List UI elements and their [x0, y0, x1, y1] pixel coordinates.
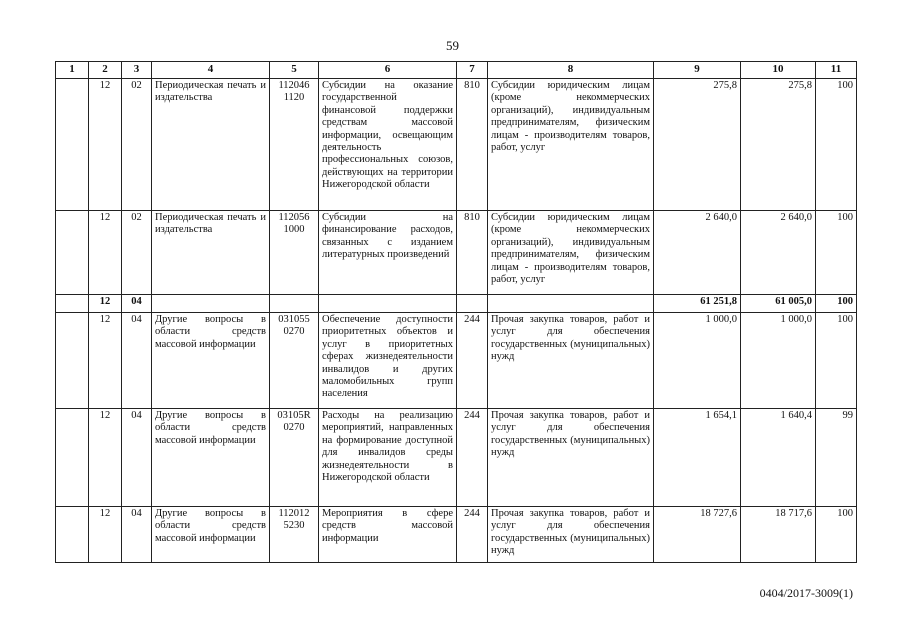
table-row — [56, 313, 857, 409]
cell-percent: 100 — [816, 507, 857, 563]
cell-executed: 1 640,4 — [741, 409, 816, 507]
cell-subsection: 04 — [122, 313, 152, 409]
header-col-1: 1 — [56, 62, 89, 79]
cell-section: 12 — [89, 79, 122, 211]
cell-target-name: Мероприятия в сфере средств массовой информации — [319, 507, 457, 563]
page-number: 59 — [446, 38, 459, 53]
cell-expense-type-code: 244 — [457, 313, 488, 409]
cell-target-name: Субсидии на финансирование расходов, связанных с изданием литературных произведений — [319, 211, 457, 295]
cell-target-name: Обеспечение доступности приоритетных объектов и услуг в приоритетных сферах жизнедеятельности инвалидов и других маломобильных групп населения — [319, 313, 457, 409]
cell-expense-type-name: Прочая закупка товаров, работ и услуг для обеспечения государственных (муниципальных) нужд — [488, 507, 654, 563]
cell-subsection-name: Другие вопросы в области средств массовой информации — [152, 313, 270, 409]
header-col-5: 5 — [270, 62, 319, 79]
table-row — [56, 409, 857, 507]
header-col-11: 11 — [816, 62, 857, 79]
budget-table — [55, 61, 857, 563]
cell-expense-type-name: Субсидии юридическим лицам (кроме некоммерческих организаций), индивидуальным предпринимателям, физическим лицам - производителям товаров, работ, услуг — [488, 79, 654, 211]
cell-target-code: 112012 5230 — [270, 507, 319, 563]
cell-target-code: 031055 0270 — [270, 313, 319, 409]
table-row — [56, 211, 857, 295]
cell-planned: 2 640,0 — [654, 211, 741, 295]
subtotal-row — [56, 295, 857, 313]
header-col-8: 8 — [488, 62, 654, 79]
cell-col1 — [56, 409, 89, 507]
cell-section: 12 — [89, 211, 122, 295]
cell-percent: 100 — [816, 295, 857, 313]
cell-subsection: 02 — [122, 79, 152, 211]
cell-planned: 18 727,6 — [654, 507, 741, 563]
table-row — [56, 507, 857, 563]
cell-section: 12 — [89, 507, 122, 563]
cell-planned: 275,8 — [654, 79, 741, 211]
cell-expense-type-name: Субсидии юридическим лицам (кроме некоммерческих организаций), индивидуальным предпринимателям, физическим лицам - производителям товаров, работ, услуг — [488, 211, 654, 295]
cell-target-name — [319, 295, 457, 313]
cell-percent: 100 — [816, 211, 857, 295]
document-code: 0404/2017-3009(1) — [759, 586, 853, 600]
cell-expense-type-name: Прочая закупка товаров, работ и услуг для обеспечения государственных (муниципальных) нужд — [488, 409, 654, 507]
header-col-4: 4 — [152, 62, 270, 79]
cell-target-code: 112056 1000 — [270, 211, 319, 295]
header-row — [56, 62, 857, 79]
header-col-2: 2 — [89, 62, 122, 79]
cell-planned: 61 251,8 — [654, 295, 741, 313]
header-col-10: 10 — [741, 62, 816, 79]
cell-planned: 1 000,0 — [654, 313, 741, 409]
cell-col1 — [56, 79, 89, 211]
cell-section: 12 — [89, 409, 122, 507]
cell-subsection: 04 — [122, 409, 152, 507]
cell-expense-type-name — [488, 295, 654, 313]
cell-col1 — [56, 313, 89, 409]
cell-col1 — [56, 295, 89, 313]
header-col-7: 7 — [457, 62, 488, 79]
cell-col1 — [56, 507, 89, 563]
cell-percent: 99 — [816, 409, 857, 507]
header-col-3: 3 — [122, 62, 152, 79]
cell-target-name: Субсидии на оказание государственной финансовой поддержки средствам массовой информации, освещающим деятельность профессиональных союзов, действующих на территории Нижегородской области — [319, 79, 457, 211]
cell-section: 12 — [89, 295, 122, 313]
cell-subsection: 04 — [122, 507, 152, 563]
cell-target-code: 112046 1120 — [270, 79, 319, 211]
cell-col1 — [56, 211, 89, 295]
cell-subsection: 02 — [122, 211, 152, 295]
cell-executed: 2 640,0 — [741, 211, 816, 295]
cell-executed: 1 000,0 — [741, 313, 816, 409]
cell-percent: 100 — [816, 79, 857, 211]
cell-subsection-name — [152, 295, 270, 313]
cell-percent: 100 — [816, 313, 857, 409]
cell-target-name: Расходы на реализацию мероприятий, направленных на формирование доступной для инвалидов среды жизнедеятельности в Нижегородской области — [319, 409, 457, 507]
cell-expense-type-code: 810 — [457, 211, 488, 295]
cell-expense-type-code: 810 — [457, 79, 488, 211]
cell-planned: 1 654,1 — [654, 409, 741, 507]
cell-subsection-name: Периодическая печать и издательства — [152, 79, 270, 211]
header-col-6: 6 — [319, 62, 457, 79]
cell-target-code: 03105R 0270 — [270, 409, 319, 507]
cell-expense-type-name: Прочая закупка товаров, работ и услуг для обеспечения государственных (муниципальных) нужд — [488, 313, 654, 409]
cell-subsection-name: Другие вопросы в области средств массовой информации — [152, 409, 270, 507]
cell-section: 12 — [89, 313, 122, 409]
cell-subsection-name: Другие вопросы в области средств массовой информации — [152, 507, 270, 563]
cell-target-code — [270, 295, 319, 313]
cell-subsection-name: Периодическая печать и издательства — [152, 211, 270, 295]
cell-expense-type-code: 244 — [457, 507, 488, 563]
header-col-9: 9 — [654, 62, 741, 79]
cell-executed: 61 005,0 — [741, 295, 816, 313]
cell-expense-type-code — [457, 295, 488, 313]
cell-executed: 275,8 — [741, 79, 816, 211]
cell-executed: 18 717,6 — [741, 507, 816, 563]
cell-subsection: 04 — [122, 295, 152, 313]
cell-expense-type-code: 244 — [457, 409, 488, 507]
table-row — [56, 79, 857, 211]
